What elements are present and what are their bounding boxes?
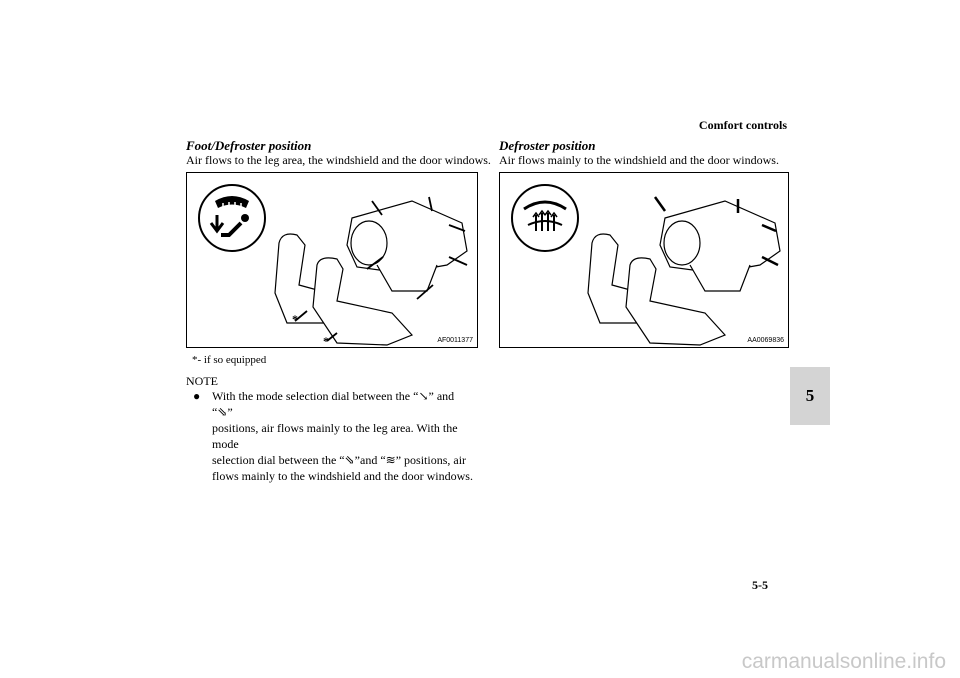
bullet-icon: ● (193, 389, 201, 403)
section-description-foot-defroster: Air flows to the leg area, the windshield and the door windows. (186, 153, 491, 167)
page-number: 5-5 (752, 578, 768, 592)
defroster-icon (512, 185, 578, 251)
foot-defroster-icon: ⇘ (217, 405, 228, 419)
figure-foot-defroster (186, 172, 478, 348)
asterisk-marker: * (292, 312, 298, 326)
foot-defroster-icon: ⇘ (344, 453, 355, 467)
section-title-defroster: Defroster position (499, 138, 596, 153)
defroster-icon: ≋ (385, 453, 396, 467)
page-header: Comfort controls (698, 118, 787, 132)
section-description-defroster: Air flows mainly to the windshield and the door windows. (499, 153, 779, 167)
footnote: *- if so equipped (192, 354, 267, 366)
note-label: NOTE (186, 374, 218, 388)
figure-code: AF0011377 (437, 337, 473, 344)
foot-defroster-icon (199, 185, 265, 251)
section-title-foot-defroster: Foot/Defroster position (186, 138, 312, 153)
figure-defroster (499, 172, 789, 348)
seat-dashboard-illustration (187, 173, 477, 347)
foot-icon: ↘ (418, 389, 429, 403)
figure-code: AA0069836 (747, 337, 784, 344)
watermark: carmanualsonline.info (741, 650, 946, 673)
seat-dashboard-illustration (500, 173, 788, 347)
chapter-tab: 5 (790, 367, 830, 425)
asterisk-marker: * (323, 334, 329, 347)
note-bullet: ● With the mode selection dial between the “↘” and “⇘” positions, air flows mainly to the leg area. With the mode selection dial between the “⇘”and “≋” positions, air flows mainly to the windshield and the door windows. (193, 389, 473, 483)
